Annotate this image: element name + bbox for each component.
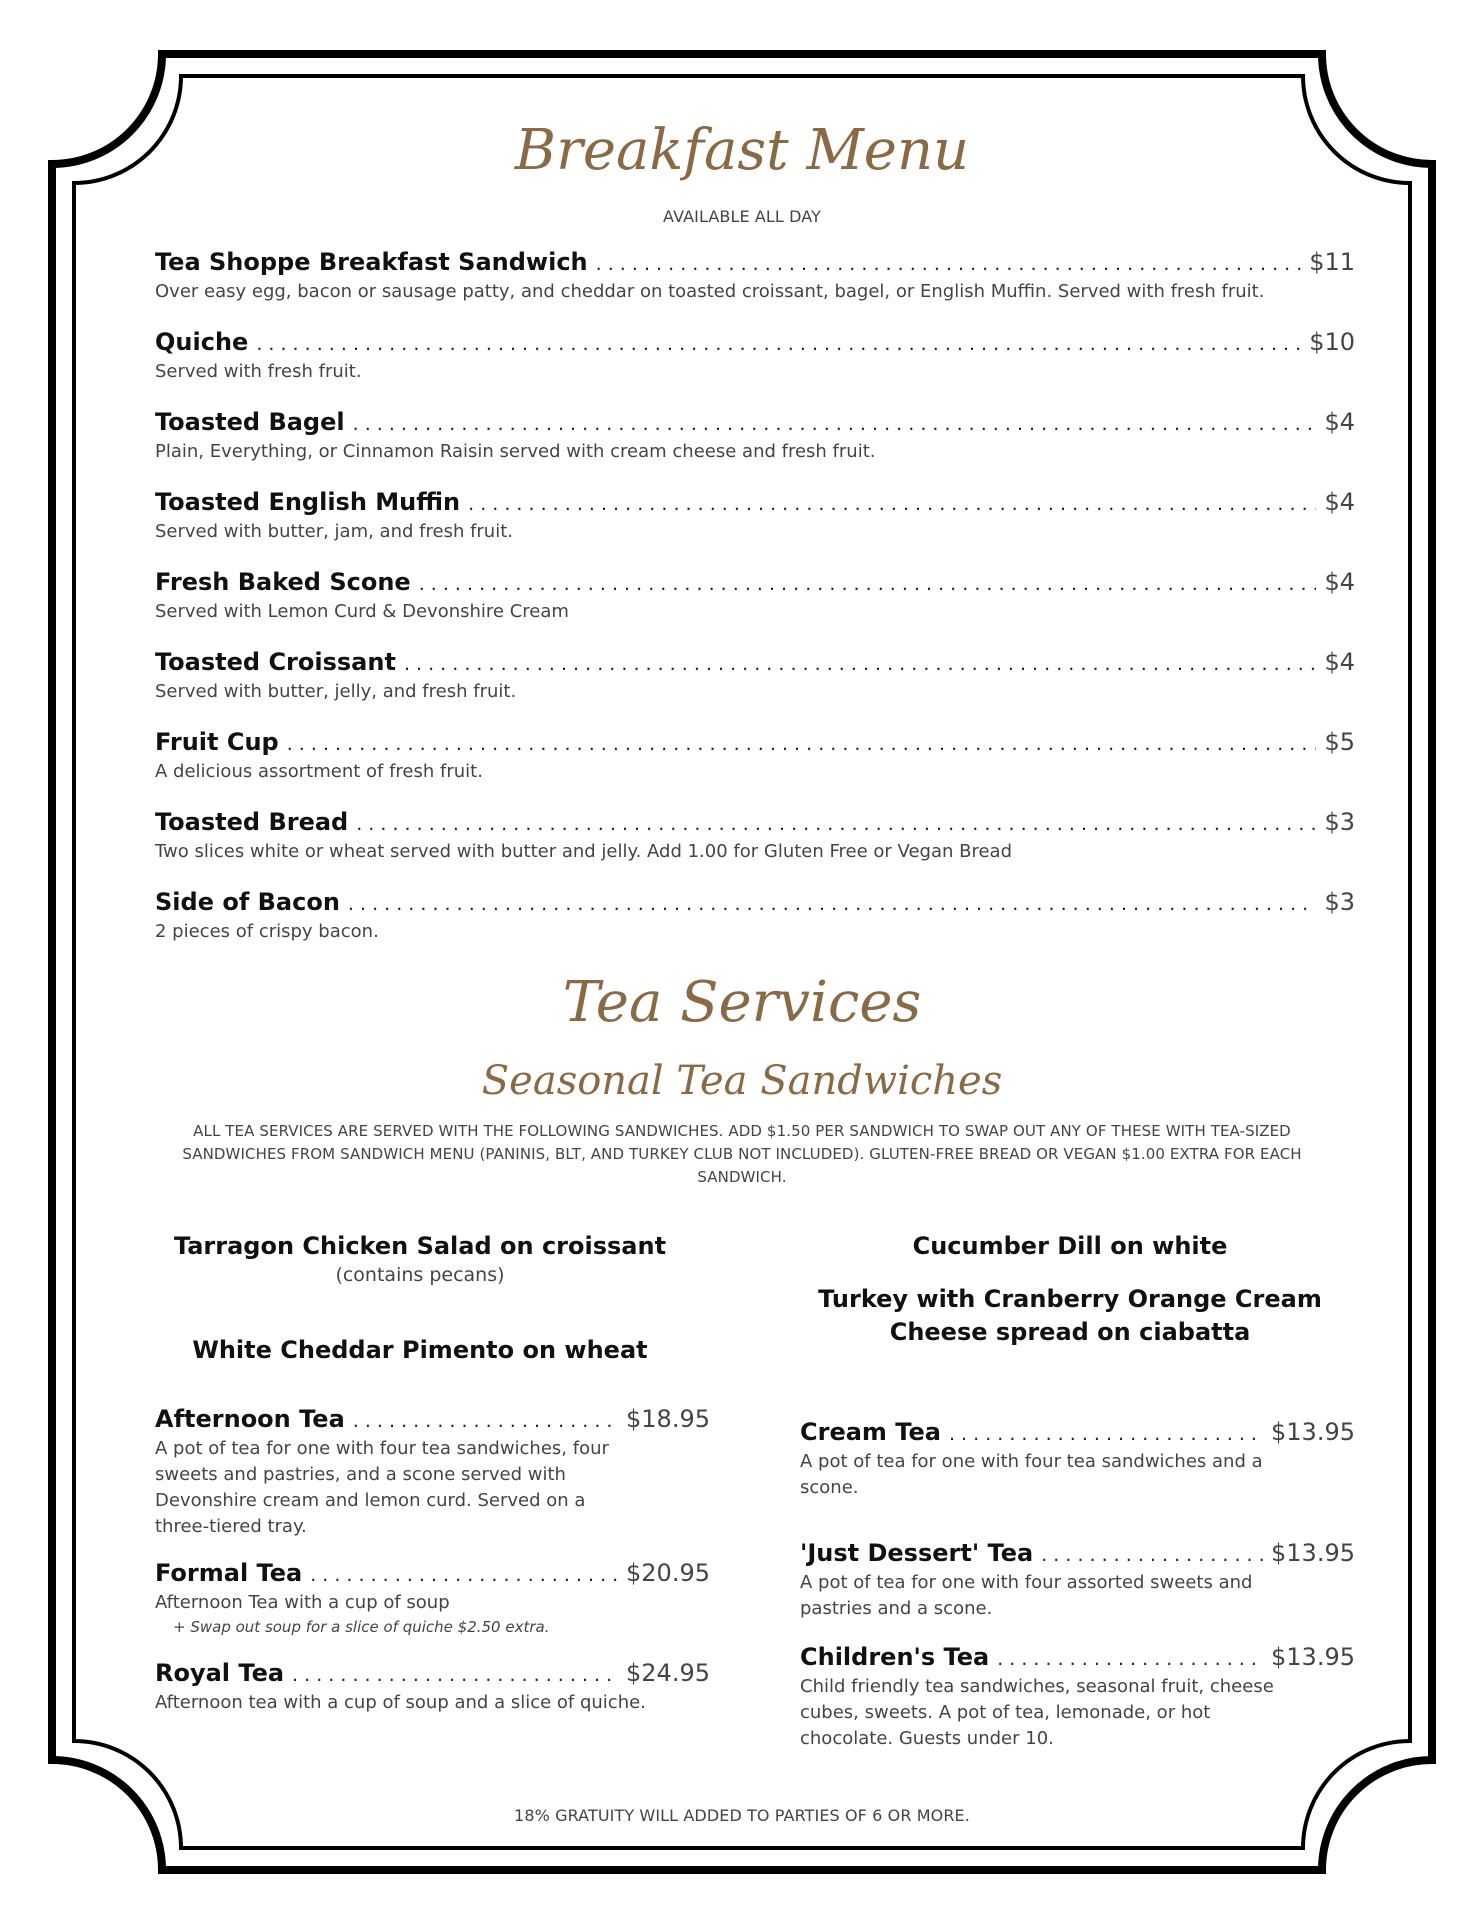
seasonal-sandwiches-title: Seasonal Tea Sandwiches (481, 1058, 1003, 1104)
menu-item (155, 808, 1355, 865)
item-desc: A pot of tea for one with four tea sandwiches, four sweets and pastries, and a scone served with Devonshire cream and lemon curd. Served on a three-tiered tray. (155, 1438, 609, 1537)
leader-dots (356, 815, 1316, 834)
menu-item (155, 248, 1355, 305)
item-desc: Afternoon tea with a cup of soup and a slice of quiche. (155, 1692, 646, 1713)
item-price: $13.95 (1271, 1418, 1355, 1446)
item-price: $13.95 (1271, 1643, 1355, 1671)
item-name: Toasted Bagel (155, 408, 345, 436)
item-desc: A pot of tea for one with four tea sandwiches and a scone. (800, 1451, 1263, 1498)
item-desc: Plain, Everything, or Cinnamon Raisin served with cream cheese and fresh fruit. (155, 441, 876, 462)
item-name: Side of Bacon (155, 888, 340, 916)
menu-item (155, 328, 1355, 385)
leader-dots (353, 415, 1317, 434)
item-name: Toasted English Muffin (155, 488, 461, 516)
item-name: Tea Shoppe Breakfast Sandwich (155, 248, 588, 276)
item-desc: A pot of tea for one with four assorted sweets and pastries and a scone. (800, 1572, 1253, 1619)
item-desc: Child friendly tea sandwiches, seasonal fruit, cheese cubes, sweets. A pot of tea, lemonade, or hot chocolate. Guests under 10. (800, 1676, 1274, 1749)
item-note: + Swap out soup for a slice of quiche $2.50 extra. (173, 1618, 550, 1636)
item-name: Royal Tea (155, 1659, 285, 1687)
breakfast-subtitle: AVAILABLE ALL DAY (663, 207, 821, 226)
tea-item (800, 1643, 1355, 1752)
menu-item (155, 408, 1355, 465)
sandwich-tarragon-chicken: Tarragon Chicken Salad on croissant (173, 1232, 667, 1260)
item-price: $3 (1324, 888, 1355, 916)
item-price: $5 (1324, 728, 1355, 756)
leader-dots (256, 335, 1301, 354)
gratuity-footer: 18% GRATUITY WILL ADDED TO PARTIES OF 6 OR MORE. (514, 1806, 970, 1825)
item-price: $4 (1324, 408, 1355, 436)
leader-dots (419, 575, 1317, 594)
leader-dots (997, 1650, 1263, 1669)
item-name: Children's Tea (800, 1643, 990, 1671)
leader-dots (292, 1666, 618, 1685)
menu-item (155, 568, 1355, 625)
item-name: Cream Tea (800, 1418, 941, 1446)
leader-dots (596, 255, 1302, 274)
leader-dots (310, 1566, 618, 1585)
item-price: $24.95 (626, 1659, 710, 1687)
item-name: Fruit Cup (155, 728, 279, 756)
item-desc: Served with Lemon Curd & Devonshire Cream (155, 601, 569, 622)
item-price: $18.95 (626, 1405, 710, 1433)
sandwich-white-cheddar: White Cheddar Pimento on wheat (192, 1336, 648, 1364)
item-price: $10 (1309, 328, 1355, 356)
item-price: $11 (1309, 248, 1355, 276)
tea-item (155, 1659, 710, 1716)
leader-dots (353, 1412, 618, 1431)
item-desc: A delicious assortment of fresh fruit. (155, 761, 483, 782)
item-desc: Served with butter, jam, and fresh fruit. (155, 521, 513, 542)
item-desc: Served with fresh fruit. (155, 361, 362, 382)
leader-dots (1041, 1546, 1263, 1565)
sandwich-turkey-cranberry: Turkey with Cranberry Orange Cream Cheese spread on ciabatta (818, 1285, 1322, 1346)
tea-item (800, 1539, 1355, 1622)
item-price: $3 (1324, 808, 1355, 836)
menu-item (155, 488, 1355, 545)
sandwich-swap-note: ALL TEA SERVICES ARE SERVED WITH THE FOLLOWING SANDWICHES. ADD $1.50 PER SANDWICH TO SWAP OUT ANY OF THESE WITH TEA-SIZED SANDWICHES FROM SANDWICH MENU (PANINIS, BLT, AND TURKEY CLUB NOT INCLUDED). GLUTEN-FREE BREAD OR VEGAN $1.00 EXTRA FOR EACH SANDWICH. (182, 1122, 1302, 1186)
item-price: $13.95 (1271, 1539, 1355, 1567)
item-desc: Two slices white or wheat served with butter and jelly. Add 1.00 for Gluten Free or Vegan Bread (155, 841, 1013, 862)
sandwich-cucumber-dill: Cucumber Dill on white (912, 1232, 1228, 1260)
item-name: Toasted Croissant (155, 648, 396, 676)
item-desc: 2 pieces of crispy bacon. (155, 921, 379, 942)
item-desc: Over easy egg, bacon or sausage patty, and cheddar on toasted croissant, bagel, or English Muffin. Served with fresh fruit. (155, 281, 1265, 302)
breakfast-title: Breakfast Menu (514, 118, 970, 183)
menu-item (155, 648, 1355, 705)
menu-item (155, 728, 1355, 785)
item-name: Formal Tea (155, 1559, 303, 1587)
item-name: Fresh Baked Scone (155, 568, 411, 596)
item-name: Toasted Bread (155, 808, 349, 836)
tea-services-title: Tea Services (562, 970, 922, 1035)
item-price: $4 (1324, 648, 1355, 676)
item-price: $20.95 (626, 1559, 710, 1587)
item-price: $4 (1324, 568, 1355, 596)
item-desc: Served with butter, jelly, and fresh fruit. (155, 681, 517, 702)
sandwich-note-pecans: (contains pecans) (335, 1264, 505, 1286)
menu-item (155, 888, 1355, 945)
item-name: Afternoon Tea (155, 1405, 345, 1433)
leader-dots (404, 655, 1317, 674)
leader-dots (287, 735, 1317, 754)
item-name: Quiche (155, 328, 249, 356)
leader-dots (348, 895, 1317, 914)
leader-dots (949, 1425, 1263, 1444)
item-desc: Afternoon Tea with a cup of soup (155, 1592, 450, 1613)
leader-dots (468, 495, 1316, 514)
item-name: 'Just Dessert' Tea (800, 1539, 1034, 1567)
tea-item (800, 1418, 1355, 1501)
tea-item (155, 1559, 710, 1636)
tea-item (155, 1405, 710, 1540)
item-price: $4 (1324, 488, 1355, 516)
